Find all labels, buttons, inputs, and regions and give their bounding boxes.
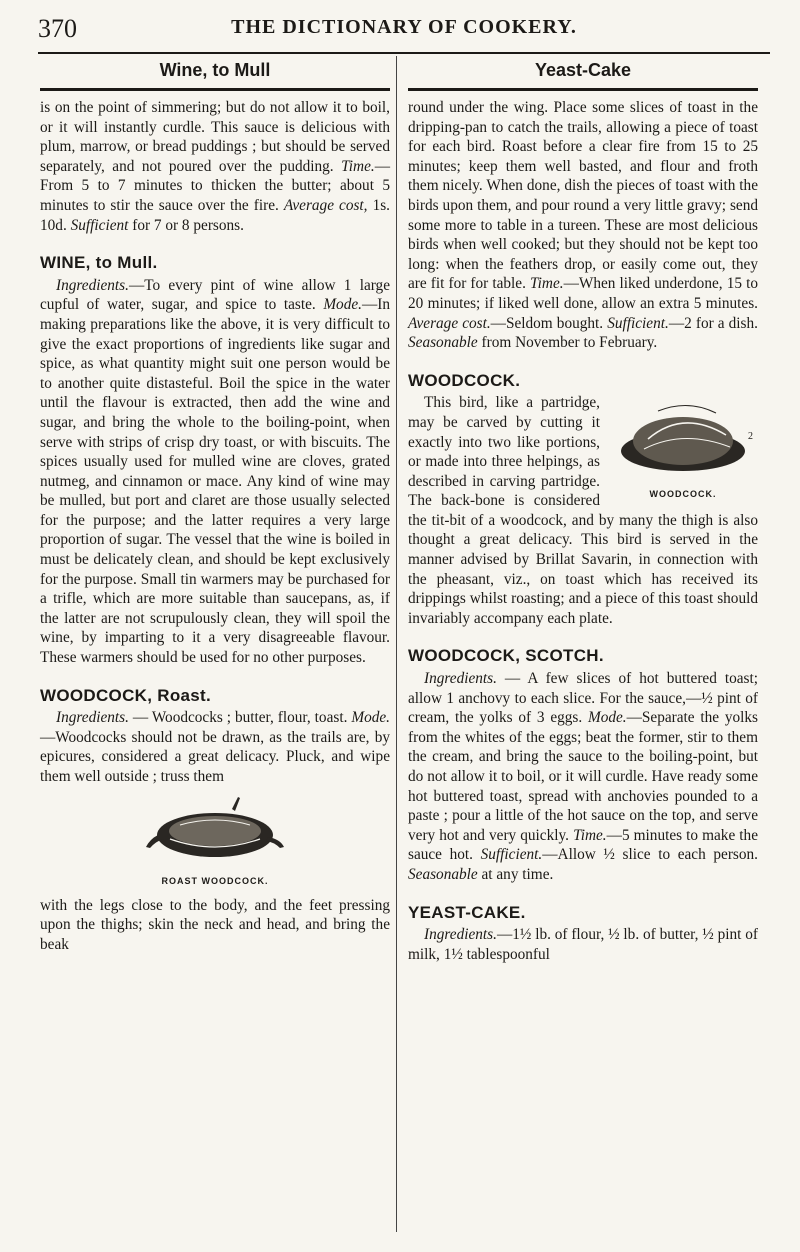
roast-woodcock-illustration — [40, 795, 390, 892]
woodcock-illustration — [608, 399, 758, 504]
yeast-cake-heading: YEAST-CAKE. — [408, 902, 526, 922]
woodcock-figure-number: 2 — [748, 431, 753, 443]
left-column-head: Wine, to Mull — [159, 60, 271, 80]
yeast-cake-text: Ingredients.—1½ lb. of flour, ½ lb. of butter, ½ pint of milk, 1½ tablespoonful — [408, 926, 758, 963]
scotch-woodcock-text: Ingredients. — A few slices of hot buttered toast; allow 1 anchovy to each slice. For the sauce,—½ pint of cream, the yolks of 3 eggs. Mode.—Separate the yolks from the whites of the eggs; beat the former, stir to them the cream, and bring the sauce to the boiling-point, but do not allow it to boil, or it will curdle. Have ready some hot buttered toast, spread with anchovies pounded to a paste ; pour a little of the hot sauce on the top, and serve very hot and very quickly. Time.—5 minutes to make the sauce hot. Sufficient.—Allow ½ slice to each person. Seasonable at any time. — [408, 670, 758, 883]
continued-paragraph: is on the point of simmering; but do not allow it to boil, or it will instantly curdle. This sauce is delicious with plum, marrow, or bread puddings ; but should be served separately, and not poured over the pudding. Time.—From 5 to 7 minutes to thicken the butter; about 5 minutes to stir the sauce over the fire. Average cost, 1s. 10d. Sufficient for 7 or 8 persons. — [40, 99, 391, 234]
right-column-rule — [408, 88, 758, 91]
woodcock-text: This bird, like a partridge, may be carved by cutting it exactly into two like portions, or made into three helpings, as described in carving partridge. The back-bone is considered the tit-bit of a woodcock, and by many the thigh is also thought a great delicacy. This bird is served in the manner advised by Brillat Savarin, in connection with the pheasant, viz., on toast which has received its drippings whilst roasting; and a piece of this toast should invariably accompany each plate. — [408, 394, 758, 627]
column-divider — [396, 56, 397, 1232]
right-column-head: Yeast-Cake — [534, 60, 632, 80]
right-column — [408, 98, 758, 964]
roast-woodcock-text: Ingredients. — Woodcocks ; butter, flour, toast. Mode.—Woodcocks should not be drawn, as the trails are, by epicures, considered a great delicacy. Pluck, and wipe them well outside ; truss them — [40, 709, 390, 785]
woodcock-heading: WOODCOCK. — [408, 370, 521, 390]
roast-woodcock-continuation: round under the wing. Place some slices of toast in the dripping-pan to catch the trails, allowing a piece of toast for each bird. Roast before a clear fire from 15 to 25 minutes; keep them well basted, and flour and froth them nicely. When done, dish the pieces of toast with the birds upon them, and pour round a very little gravy; send some more to table in a tureen. These are most delicious birds when well cooked; but they should not be kept too long: when the feathers drop, or easily come out, they are fit for for table. Time.—When liked underdone, 15 to 20 minutes; if liked well done, allow an extra 5 minutes. Average cost.—Seldom bought. Sufficient.—2 for a dish. Seasonable from November to February. — [408, 99, 758, 352]
left-column-rule — [40, 88, 390, 91]
roast-woodcock-engraving — [140, 795, 290, 867]
left-column — [40, 98, 390, 955]
roast-woodcock-continued: with the legs close to the body, and the feet pressing upon the thighs; skin the neck and head, and bring the beak — [40, 896, 390, 953]
book-title: THE DICTIONARY OF COOKERY. — [231, 16, 577, 38]
wine-ingredients: Ingredients.—To every pint of wine allow 1 large cupful of water, sugar, and spice to taste. Mode.—In making preparations like the above, it is very difficult to give the exact proportions of ingredients like sugar and spice, as what quantity might suit one person would be to another quite distasteful. Boil the spice in the water until the flavour is extracted, then add the wine and sugar, and bring the whole to the boiling-point, when serve with strips of crisp dry toast, or with biscuits. The spices usually used for mulled wine are cloves, grated nutmeg, and cinnamon or mace. Any kind of wine may be mulled, but port and claret are those usually selected for the purpose; and the latter requires a very large proportion of sugar. The vessel that the wine is boiled in must be delicately clean, and should be kept exclusively for the purpose. Small tin warmers may be purchased for a trifle, which are more suitable than saucepans, as, if the latter are not scrupulously clean, they will spoil the wine, by imparting to it a very disagreeable flavour. These warmers should be used for no other purposes. — [40, 276, 391, 667]
scotch-woodcock-heading: WOODCOCK, SCOTCH. — [408, 646, 604, 666]
woodcock-caption: WOODCOCK. — [649, 488, 717, 499]
page-number: 370 — [38, 14, 77, 43]
woodcock-carving-engraving — [608, 399, 758, 479]
wine-heading: WINE, to Mull. — [40, 253, 158, 273]
running-head — [38, 14, 770, 44]
header-rule — [38, 52, 770, 54]
roast-woodcock-caption: ROAST WOODCOCK. — [161, 876, 269, 887]
roast-woodcock-heading: WOODCOCK, Roast. — [40, 685, 212, 705]
